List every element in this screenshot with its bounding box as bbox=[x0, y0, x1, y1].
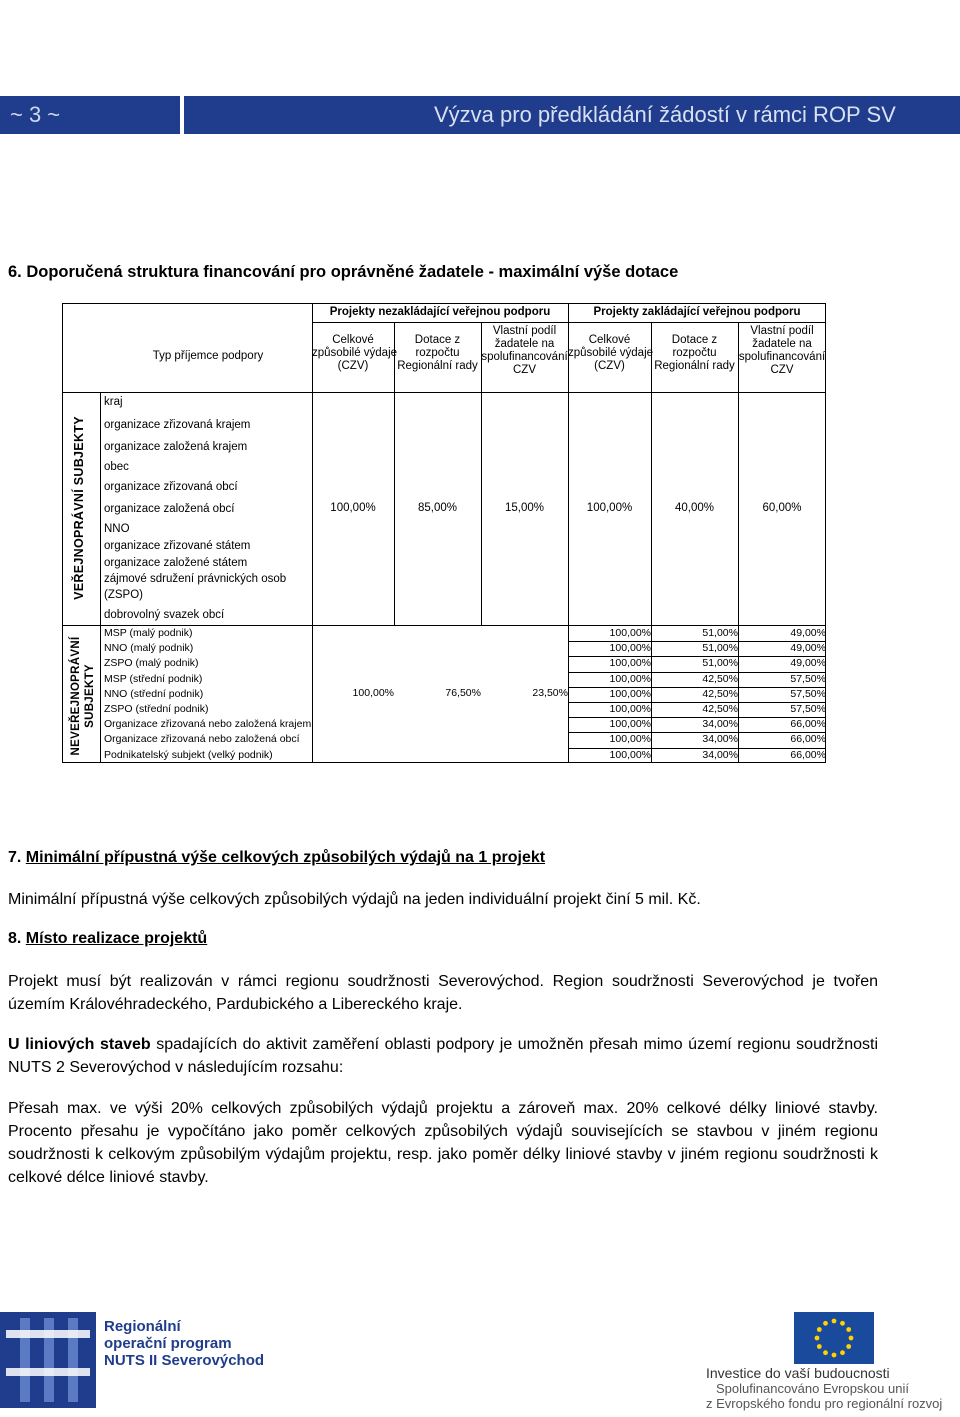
eu-star bbox=[849, 1336, 854, 1341]
eu-star bbox=[823, 1321, 828, 1326]
public-row-label: kraj bbox=[104, 396, 123, 408]
document-title: Výzva pro předkládání žádostí v rámci ROP SV bbox=[184, 96, 960, 134]
nonpublic-row-label: ZSPO (malý podnik) bbox=[104, 657, 199, 670]
nonpublic-cell-c: 49,00% bbox=[790, 627, 826, 639]
eu-star bbox=[815, 1336, 820, 1341]
nonpublic-row-label: Podnikatelský subjekt (velký podnik) bbox=[104, 748, 273, 761]
nonpublic-cell-a: 100,00% bbox=[609, 748, 651, 761]
nonpublic-cell-b: 51,00% bbox=[702, 627, 738, 639]
public-row-label: organizace založená obcí bbox=[104, 503, 235, 515]
eu-logo: Investice do vaší budoucnosti Spolufinancováno Evropskou unií z Evropského fondu pro regionální rozvoj bbox=[672, 1312, 960, 1412]
group-b-header: Projekty zakládající veřejnou podporu bbox=[593, 306, 801, 318]
eu-star bbox=[817, 1344, 822, 1349]
col-vlastni-header-b: Vlastní podíl žadatele na spolufinancování CZV bbox=[738, 325, 826, 376]
rop-logo: Regionální operační program NUTS II Severovýchod bbox=[0, 1310, 280, 1410]
public-row-label: organizace založená krajem bbox=[104, 441, 248, 453]
section-8-paragraph-2: U liniových staveb spadajících do aktivit zaměření oblasti podpory je umožněn přesah mimo území regionu soudržnosti NUTS 2 Severovýchod v následujícím rozsahu: bbox=[8, 1036, 878, 1076]
nonpublic-dotace-a: 76,50% bbox=[445, 687, 481, 699]
nonpublic-cell-b: 34,00% bbox=[702, 718, 738, 731]
group-a-header: Projekty nezakládající veřejnou podporu bbox=[329, 306, 551, 318]
nonpublic-row-label: NNO (malý podnik) bbox=[104, 642, 194, 655]
nonpublic-row-label: Organizace zřizovaná nebo založená krajem bbox=[104, 718, 312, 731]
nonpublic-cell-c: 57,50% bbox=[790, 703, 826, 715]
nonpublic-cell-a: 100,00% bbox=[609, 718, 651, 731]
col-dotace-header-b: Dotace z rozpočtu Regionální rady bbox=[654, 334, 735, 372]
public-czv-a: 100,00% bbox=[330, 502, 376, 514]
table-line bbox=[312, 322, 826, 323]
nonpublic-cell-c: 66,00% bbox=[790, 718, 826, 731]
nonpublic-cell-c: 49,00% bbox=[790, 657, 826, 670]
table-line bbox=[100, 392, 101, 763]
nonpublic-cell-a: 100,00% bbox=[609, 733, 651, 746]
nonpublic-cell-c: 57,50% bbox=[790, 672, 826, 685]
public-row-label: (ZSPO) bbox=[104, 589, 143, 601]
nonpublic-row-label: NNO (střední podnik) bbox=[104, 687, 204, 700]
eu-star bbox=[832, 1319, 837, 1324]
col-vlastni-header-a: Vlastní podíl žadatele na spolufinancování CZV bbox=[481, 325, 568, 376]
nonpublic-czv-a: 100,00% bbox=[352, 687, 394, 699]
nonpublic-cell-a: 100,00% bbox=[609, 703, 651, 715]
nonpublic-cell-b: 51,00% bbox=[702, 642, 738, 655]
col-czv-header-b: Celkové způsobilé výdaje (CZV) bbox=[568, 334, 654, 372]
table-line bbox=[62, 625, 826, 626]
eu-star bbox=[840, 1321, 845, 1326]
section-6-heading: 6. Doporučená struktura financování pro oprávněné žadatele - maximální výše dotace bbox=[8, 263, 679, 281]
nonpublic-row-label: ZSPO (střední podnik) bbox=[104, 703, 209, 715]
nonpublic-cell-b: 42,50% bbox=[702, 672, 738, 685]
col-czv-header-a: Celkové způsobilé výdaje (CZV) bbox=[312, 334, 398, 372]
nonpublic-cell-a: 100,00% bbox=[609, 627, 651, 639]
col-type-header: Typ příjemce podpory bbox=[152, 350, 264, 362]
eu-star bbox=[846, 1327, 851, 1332]
nonpublic-cell-b: 42,50% bbox=[702, 703, 738, 715]
side-label-nonpublic: NEVEŘEJNOPRÁVNÍ SUBJEKTY bbox=[70, 636, 96, 756]
public-vlastni-a: 15,00% bbox=[504, 502, 544, 514]
public-row-label: organizace zřizované státem bbox=[104, 540, 251, 552]
nonpublic-cell-a: 100,00% bbox=[609, 657, 651, 670]
public-row-label: NNO bbox=[104, 523, 130, 535]
public-row-label: obec bbox=[104, 461, 129, 473]
nonpublic-cell-a: 100,00% bbox=[609, 687, 651, 700]
public-row-label: organizace zřizovaná obcí bbox=[104, 481, 238, 493]
eu-star bbox=[823, 1350, 828, 1355]
section-7-text: Minimální přípustná výše celkových způsobilých výdajů na jeden individuální projekt činí 5 mil. Kč. bbox=[8, 891, 701, 908]
nonpublic-cell-b: 34,00% bbox=[702, 733, 738, 746]
nonpublic-cell-c: 66,00% bbox=[790, 748, 826, 761]
section-8-heading: 8. Místo realizace projektů bbox=[8, 930, 208, 947]
nonpublic-row-label: MSP (malý podnik) bbox=[104, 627, 193, 639]
eu-star bbox=[846, 1344, 851, 1349]
public-dotace-a: 85,00% bbox=[417, 502, 457, 514]
public-vlastni-b: 60,00% bbox=[762, 502, 802, 514]
nonpublic-vlastni-a: 23,50% bbox=[532, 687, 568, 699]
public-row-label: organizace zřizovaná krajem bbox=[104, 419, 251, 431]
section-7-heading: 7. Minimální přípustná výše celkových způsobilých výdajů na 1 projekt bbox=[8, 849, 546, 866]
public-czv-b: 100,00% bbox=[586, 502, 633, 514]
page-number: ~ 3 ~ bbox=[0, 96, 180, 134]
public-dotace-b: 40,00% bbox=[674, 502, 714, 514]
section-8-paragraph-1: Projekt musí být realizován v rámci regionu soudržnosti Severovýchod. Region soudržnosti Severovýchod je tvořen územím Královéhradeckého, Pardubického a Libereckého kraje. bbox=[8, 973, 878, 1013]
public-row-label: organizace založené státem bbox=[104, 557, 248, 569]
nonpublic-cell-c: 57,50% bbox=[790, 687, 826, 700]
nonpublic-row-label: MSP (střední podnik) bbox=[104, 672, 203, 685]
section-8-paragraph-3: Přesah max. ve výši 20% celkových způsobilých výdajů projektu a zároveň max. 20% celkové délky liniové stavby. Procento přesahu je vypočítáno jako poměr celkových způsobilých výdajů souvisejících se stavbou v jiném regionu soudržnosti k celkovým způsobilým výdajům projektu, resp. jako poměr délky liniové stavby v jiném regionu soudržnosti k celkové délce liniové stavby. bbox=[8, 1100, 878, 1186]
public-row-label: zájmové sdružení právnických osob bbox=[104, 573, 287, 585]
nonpublic-row-label: Organizace zřizovaná nebo založená obcí bbox=[104, 733, 300, 746]
nonpublic-cell-b: 42,50% bbox=[702, 687, 738, 700]
nonpublic-cell-a: 100,00% bbox=[609, 672, 651, 685]
nonpublic-cell-c: 66,00% bbox=[790, 733, 826, 746]
table-line bbox=[62, 392, 826, 393]
nonpublic-cell-b: 51,00% bbox=[702, 657, 738, 670]
nonpublic-cell-b: 34,00% bbox=[702, 748, 738, 761]
nonpublic-cell-a: 100,00% bbox=[609, 642, 651, 655]
public-row-label: dobrovolný svazek obcí bbox=[104, 609, 225, 621]
col-dotace-header-a: Dotace z rozpočtu Regionální rady bbox=[397, 334, 478, 372]
nonpublic-cell-c: 49,00% bbox=[790, 642, 826, 655]
eu-star bbox=[840, 1350, 845, 1355]
eu-star bbox=[817, 1327, 822, 1332]
eu-star bbox=[832, 1353, 837, 1358]
side-label-public: VEŘEJNOPRÁVNÍ SUBJEKTY bbox=[72, 416, 86, 600]
